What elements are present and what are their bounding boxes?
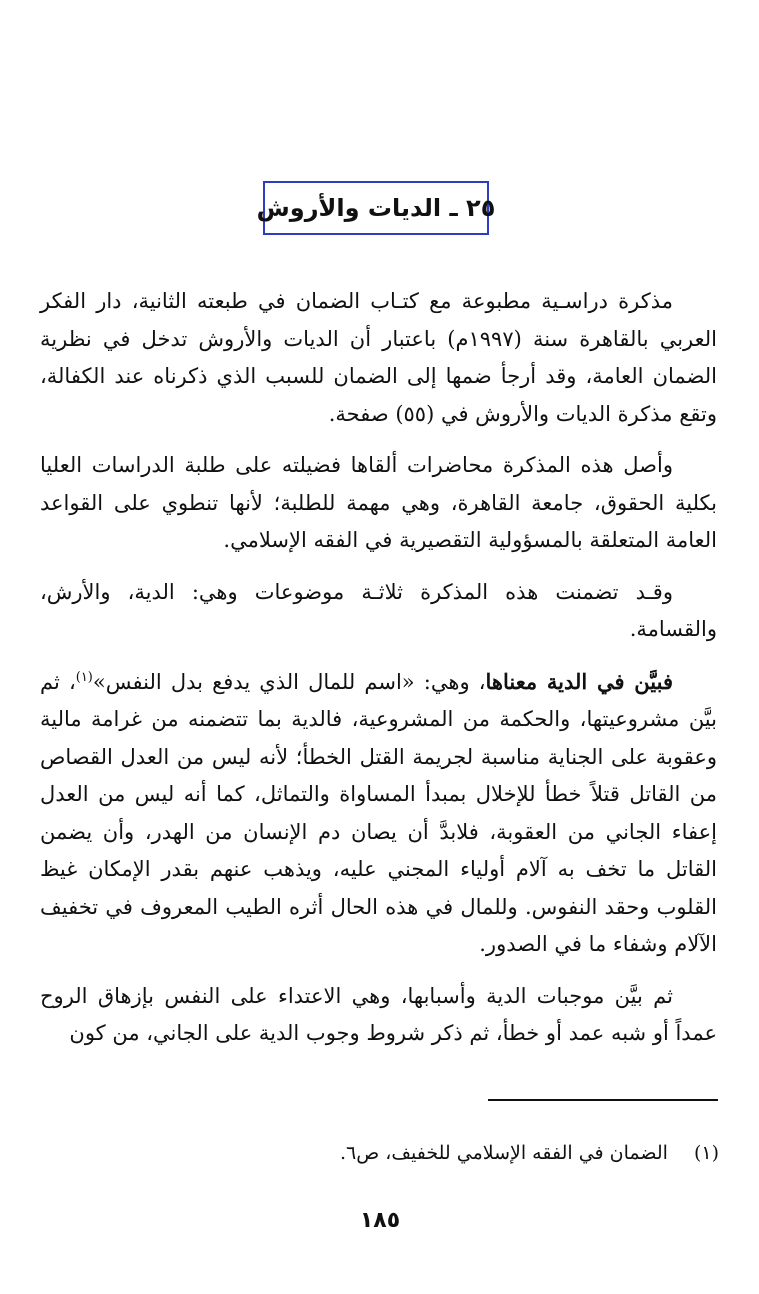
- page-number: ١٨٥: [359, 1208, 401, 1233]
- section-heading-box: [256, 181, 496, 235]
- paragraph-3: وقـد تضمنت هذه المذكرة ثلاثـة موضوعات وهي: الدية، والأرش، والقسامة.: [40, 579, 717, 641]
- paragraph-4-rest: ، ثم بيَّن مشروعيتها، والحكمة من المشروعية، فالدية بما تتضمنه من غرامة مالية وعقوبة على الجناية مناسبة لجريمة القتل الخطأ؛ لأنه ليس من العدل القصاص من القاتل قتلاً خطأ للإخلال بمبدأ المساواة والتماثل، كما أنه ليس من العدل إعفاء الجاني من العقوبة، فلابدَّ أن يصان دم الإنسان من الهدر، وأن يضمن القاتل ما تخف به آلام أولياء المجني عليه، ويذهب عنهم بقدر الإمكان غيظ القلوب وحقد النفوس. وللمال في هذه الحال أثره الطيب المعروف في تخفيف الآلام وشفاء ما في الصدور.: [40, 669, 717, 956]
- paragraph-2: وأصل هذه المذكرة محاضرات ألقاها فضيلته على طلبة الدراسات العليا بكلية الحقوق، جامعة القاهرة، وهي مهمة للطلبة؛ لأنها تنطوي على القواعد العامة المتعلقة بالمسؤولية التقصيرية في الفقه الإسلامي.: [40, 453, 717, 552]
- footnote-number: (١): [693, 1142, 719, 1164]
- section-heading: ٢٥ ـ الديات والأروش: [256, 194, 496, 222]
- body-text: [40, 283, 717, 1067]
- paragraph-4-quote: ، وهي: «اسم للمال الذي يدفع بدل النفس»: [92, 669, 486, 694]
- footnote: [340, 1138, 719, 1168]
- footnote-divider: [488, 1099, 718, 1101]
- footnote-text: الضمان في الفقه الإسلامي للخفيف، ص٦.: [339, 1142, 668, 1164]
- paragraph-4-lead: فبيَّن في الدية معناها: [485, 668, 673, 694]
- paragraph-1: مذكرة دراسـية مطبوعة مع كتـاب الضمان في طبعته الثانية، دار الفكر العربي بالقاهرة سنة (١٩٩٧م) باعتبار أن الديات والأروش تدخل في نظرية الضمان العامة، وقد أرجأ ضمها إلى الضمان للسبب الذي ذكرناه عند الكفالة، وتقع مذكرة الديات والأروش في (٥٥) صفحة.: [40, 289, 718, 426]
- paragraph-4: [40, 663, 717, 964]
- footnote-reference[interactable]: (١): [75, 669, 93, 685]
- paragraph-5: ثم بيَّن موجبات الدية وأسبابها، وهي الاعتداء على النفس بإزهاق الروح عمداً أو شبه عمد أو خطأ، ثم ذكر شروط وجوب الدية على الجاني، من كون: [40, 983, 717, 1045]
